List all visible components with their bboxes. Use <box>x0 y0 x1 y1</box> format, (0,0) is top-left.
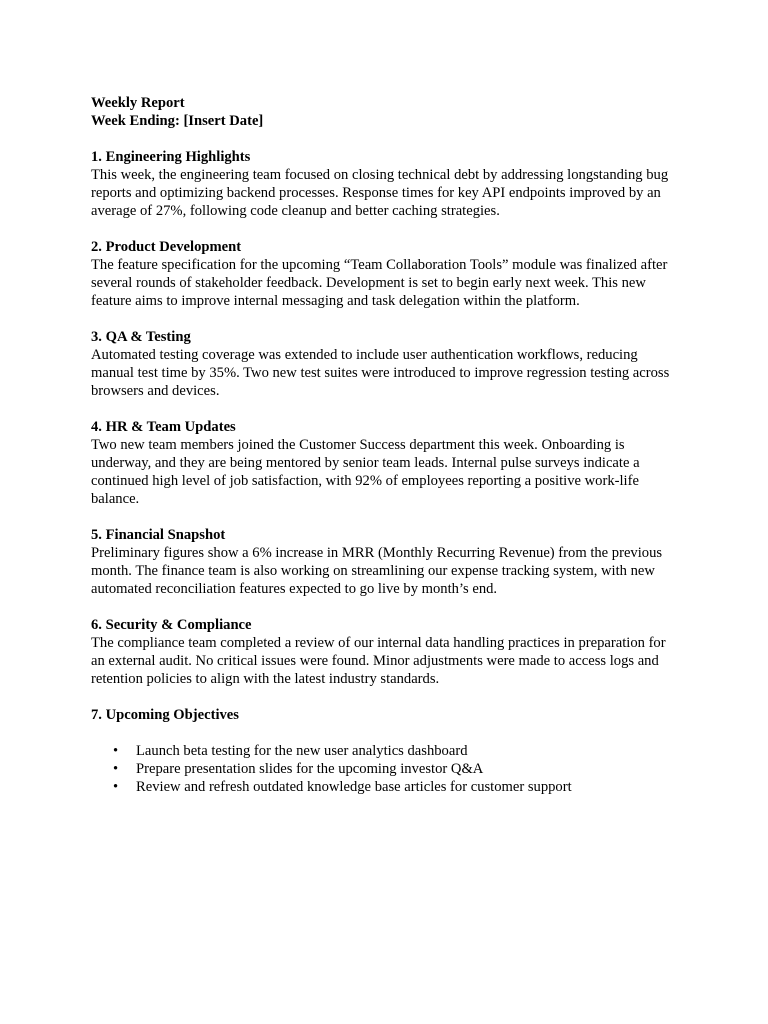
bullet-icon: • <box>113 761 119 777</box>
document-content <box>91 94 681 814</box>
list-item <box>91 760 681 778</box>
section-body: Two new team members joined the Customer Success department this week. Onboarding is underway, and they are being mentored by senior team leads. Internal pulse surveys indicate a continued high level of job satisfaction, with 92% of employees reporting a positive work-life balance. <box>91 437 640 507</box>
section-title: 4. HR & Team Updates <box>91 419 236 435</box>
section-title: 7. Upcoming Objectives <box>91 707 239 723</box>
section-title: 6. Security & Compliance <box>91 617 252 633</box>
objectives-list <box>91 742 681 796</box>
list-item-text: Launch beta testing for the new user analytics dashboard <box>136 743 468 759</box>
section-body: Preliminary figures show a 6% increase in MRR (Monthly Recurring Revenue) from the previous month. The finance team is also working on streamlining our expense tracking system, with new automated reconciliation features expected to go live by month’s end. <box>91 545 663 597</box>
section-qa-testing <box>91 328 681 400</box>
section-product-development <box>91 238 681 310</box>
section-engineering-highlights <box>91 148 681 220</box>
report-title: Weekly Report <box>91 95 185 111</box>
list-item <box>91 742 681 760</box>
section-title: 2. Product Development <box>91 239 242 255</box>
section-hr-team-updates <box>91 418 681 508</box>
week-ending: Week Ending: [Insert Date] <box>91 113 264 129</box>
list-item-text: Review and refresh outdated knowledge base articles for customer support <box>136 779 572 795</box>
section-title: 5. Financial Snapshot <box>91 527 226 543</box>
list-item-text: Prepare presentation slides for the upcoming investor Q&A <box>136 761 484 777</box>
section-title: 1. Engineering Highlights <box>91 149 251 165</box>
report-header <box>91 94 681 130</box>
bullet-icon: • <box>113 779 119 795</box>
section-body: This week, the engineering team focused on closing technical debt by addressing longstanding bug reports and optimizing backend processes. Response times for key API endpoints improved by an average of 27%, following code cleanup and better caching strategies. <box>91 167 669 219</box>
list-item <box>91 778 681 796</box>
section-upcoming-objectives <box>91 706 681 796</box>
section-security-compliance <box>91 616 681 688</box>
section-body: Automated testing coverage was extended to include user authentication workflows, reducing manual test time by 35%. Two new test suites were introduced to improve regression testing across browsers and devices. <box>91 347 670 399</box>
section-title: 3. QA & Testing <box>91 329 191 345</box>
bullet-icon: • <box>113 743 119 759</box>
section-body: The feature specification for the upcoming “Team Collaboration Tools” module was finalized after several rounds of stakeholder feedback. Development is set to begin early next week. This new feature aims to improve internal messaging and task delegation within the platform. <box>91 257 668 309</box>
section-financial-snapshot <box>91 526 681 598</box>
section-body: The compliance team completed a review of our internal data handling practices in preparation for an external audit. No critical issues were found. Minor adjustments were made to access logs and retention policies to align with the latest industry standards. <box>91 635 666 687</box>
